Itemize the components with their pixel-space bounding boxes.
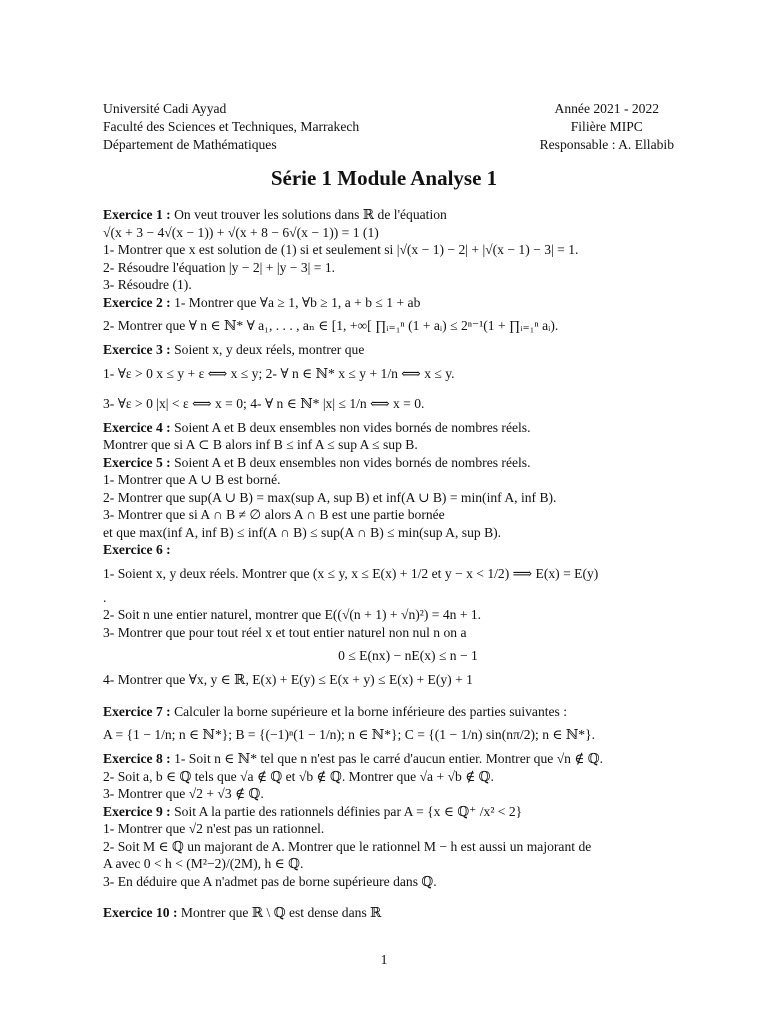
exercise-5-question-3: 3- Montrer que si A ∩ B ≠ ∅ alors A ∩ B est une partie bornée [103,507,445,522]
exercise-label: Exercice 4 : [103,419,171,435]
exercise-6-heading [103,541,713,559]
exercise-label: Exercice 9 : [103,803,171,819]
exercise-intro: Soit A la partie des rationnels définies par A = {x ∈ ℚ⁺ /x² < 2} [170,803,523,819]
exercise-9-question-2: 2- Soit M ∈ ℚ un majorant de A. Montrer que le rationnel M − h est aussi un majorant de [103,838,592,854]
exercise-6-question-4: 4- Montrer que ∀x, y ∈ ℝ, E(x) + E(y) ≤ E(x + y) ≤ E(x) + E(y) + 1 [103,672,473,687]
exercise-1-heading [103,206,713,224]
exercise-3-questions-1-2: 1- ∀ε > 0 x ≤ y + ε ⟺ x ≤ y; 2- ∀ n ∈ ℕ* x ≤ y + 1/n ⟺ x ≤ y. [103,365,455,381]
exercise-9-question-3: 3- En déduire que A n'admet pas de borne supérieure dans ℚ. [103,873,437,889]
program-name: Filière MIPC [570,119,643,134]
exercise-6-question-1: 1- Soient x, y deux réels. Montrer que (x ≤ y, x ≤ E(x) + 1/2 et y − x < 1/2) ⟹ E(x) = E(y) [103,565,599,581]
exercise-label: Exercice 6 : [103,542,171,557]
exercise-question: 1- Soit n ∈ ℕ* tel que n n'est pas le carré d'aucun entier. Montrer que √n ∉ ℚ. [170,751,604,766]
exercise-9-question-1: 1- Montrer que √2 n'est pas un rationnel. [103,821,325,836]
faculty-name: Faculté des Sciences et Techniques, Marrakech [103,119,360,134]
exercise-1-question-2: 2- Résoudre l'équation |y − 2| + |y − 3| = 1. [103,259,336,275]
exercise-question: 1- Montrer que ∀a ≥ 1, ∀b ≥ 1, a + b ≤ 1 + ab [170,294,421,310]
exercise-8-question-3: 3- Montrer que √2 + √3 ∉ ℚ. [103,786,264,801]
exercise-2-question-2: 2- Montrer que ∀ n ∈ ℕ* ∀ a₁, . . . , aₙ ∈ [1, +∞[ ∏ᵢ₌₁ⁿ (1 + aᵢ) ≤ 2ⁿ⁻¹(1 + ∏ᵢ₌₁ⁿ aᵢ). [103,318,559,333]
exercise-label: Exercice 3 : [103,342,171,357]
exercise-label: Exercice 10 : [103,905,178,920]
exercise-6-question-3: 3- Montrer que pour tout réel x et tout entier naturel non nul n on a [103,624,467,640]
page-title: Série 1 Module Analyse 1 [270,166,498,190]
exercise-9-question-2-cont: A avec 0 < h < (M²−2)/(2M), h ∈ ℚ. [103,856,304,871]
exercise-5-question-2: 2- Montrer que sup(A ∪ B) = max(sup A, sup B) et inf(A ∪ B) = min(inf A, inf B). [103,489,557,505]
exercise-3-heading [103,341,713,359]
exercise-5-question-1: 1- Montrer que A ∪ B est borné. [103,472,281,487]
exercise-intro: Soient A et B deux ensembles non vides bornés de nombres réels. [170,419,531,435]
university-name: Université Cadi Ayyad [103,101,227,116]
exercise-9-heading [103,803,713,821]
exercise-10-heading [103,904,713,922]
exercise-intro: On veut trouver les solutions dans ℝ de l'équation [170,207,447,222]
exercise-intro: Soient A et B deux ensembles non vides bornés de nombres réels. [170,454,531,470]
exercise-label: Exercice 1 : [103,207,171,222]
department-name: Département de Mathématiques [103,137,277,152]
exercise-4-question: Montrer que si A ⊂ B alors inf B ≤ inf A ≤ sup A ≤ sup B. [103,437,418,452]
exercise-question: Montrer que ℝ \ ℚ est dense dans ℝ [177,905,382,920]
exercise-6-display-equation: 0 ≤ E(nx) − nE(x) ≤ n − 1 [338,648,478,663]
exercise-8-question-2: 2- Soit a, b ∈ ℚ tels que √a ∉ ℚ et √b ∉ ℚ. Montrer que √a + √b ∉ ℚ. [103,768,494,784]
exercise-1-equation: √(x + 3 − 4√(x − 1)) + √(x + 8 − 6√(x − 1)) = 1 (1) [103,224,379,240]
exercise-1-question-1: 1- Montrer que x est solution de (1) si et seulement si |√(x − 1) − 2| + |√(x − 1) − 3| = 1. [103,242,579,257]
exercise-intro: Calculer la borne supérieure et la borne inférieure des parties suivantes : [170,703,568,719]
exercise-4-heading [103,419,713,437]
exercise-list [103,206,713,922]
exercise-7-sets: A = {1 − 1/n; n ∈ ℕ*}; B = {(−1)ⁿ(1 − 1/n); n ∈ ℕ*}; C = {(1 − 1/n) sin(nπ/2); n ∈ ℕ*}. [103,727,595,742]
header-institution [103,100,359,154]
exercise-label: Exercice 5 : [103,454,171,470]
exercise-label: Exercice 2 : [103,294,171,310]
exercise-5-question-3-cont: et que max(inf A, inf B) ≤ inf(A ∩ B) ≤ sup(A ∩ B) ≤ min(sup A, sup B). [103,524,502,540]
exercise-3-questions-3-4: 3- ∀ε > 0 |x| < ε ⟺ x = 0; 4- ∀ n ∈ ℕ* |x| ≤ 1/n ⟺ x = 0. [103,395,425,411]
exercise-label: Exercice 7 : [103,703,171,719]
page-number: 1 [380,952,388,967]
exercise-8-heading [103,750,713,768]
instructor: Responsable : A. Ellabib [539,137,674,152]
exercise-intro: Soient x, y deux réels, montrer que [170,342,365,357]
header-course-info [540,100,674,154]
exercise-7-heading [103,703,713,721]
academic-year: Année 2021 - 2022 [554,101,660,116]
exercise-1-question-3: 3- Résoudre (1). [103,277,192,292]
exercise-2-heading [103,294,713,312]
exercise-6-dot: . [103,589,107,605]
exercise-6-question-2: 2- Soit n une entier naturel, montrer que E((√(n + 1) + √n)²) = 4n + 1. [103,607,482,622]
exercise-label: Exercice 8 : [103,751,171,766]
exercise-5-heading [103,454,713,472]
